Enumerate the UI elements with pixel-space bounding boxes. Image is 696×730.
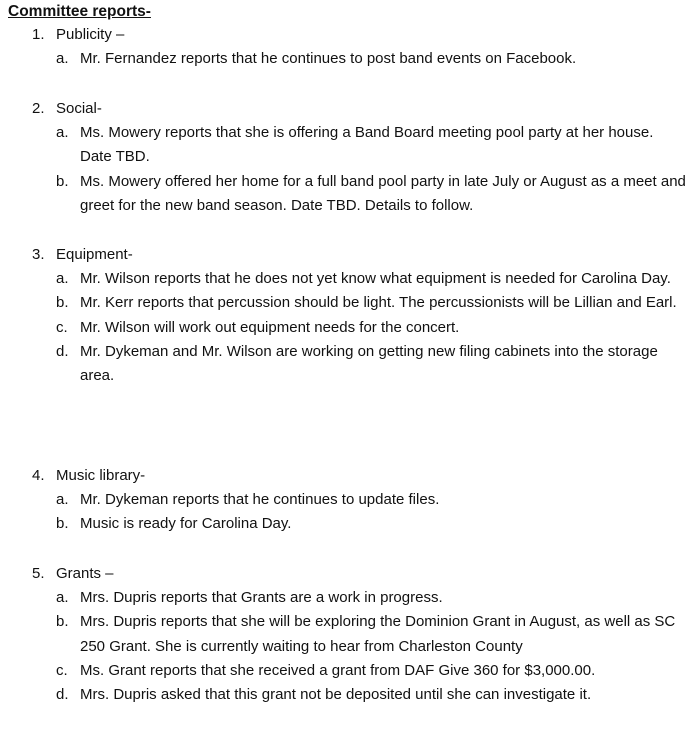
item-letter: c.	[56, 661, 68, 679]
item-letter: d.	[56, 686, 69, 704]
item-letter: d.	[56, 342, 69, 360]
item-letter: a.	[56, 124, 69, 141]
item-text: Ms. Mowery reports that she is offering a Band Board meeting pool party at her house. Date TBD.	[80, 124, 654, 166]
item-text: Mrs. Dupris asked that this grant not be deposited until she can investigate it.	[80, 686, 592, 704]
committee-title: Publicity –	[56, 26, 125, 43]
list-number: 4.	[32, 467, 45, 484]
item-letter: c.	[56, 318, 68, 336]
item-letter: b.	[56, 613, 69, 631]
committee-title: Social-	[56, 100, 102, 117]
item-text: Mr. Kerr reports that percussion should be light. The percussionists will be Lillian and Earl.	[80, 294, 677, 312]
item-letter: b.	[56, 294, 69, 312]
item-text: Mr. Wilson will work out equipment needs for the concert.	[80, 318, 460, 336]
list-item	[0, 610, 696, 659]
item-text: Mrs. Dupris reports that she will be exploring the Dominion Grant in August, as well as SC 250 Grant. She is currently waiting to hear from Charleston County	[80, 613, 676, 655]
item-letter: a.	[56, 270, 69, 287]
list-item	[0, 488, 696, 512]
item-text: Mr. Dykeman and Mr. Wilson are working on getting new filing cabinets into the storage area.	[80, 342, 658, 385]
list-item	[0, 683, 696, 707]
list-item	[0, 267, 696, 291]
list-number: 1.	[32, 26, 45, 43]
item-text: Ms. Mowery offered her home for a full band pool party in late July or August as a meet and greet for the new band season. Date TBD. Details to follow.	[80, 172, 686, 214]
list-item	[0, 47, 696, 71]
item-letter: a.	[56, 589, 69, 606]
committee-title: Equipment-	[56, 246, 133, 263]
list-item	[0, 291, 696, 315]
committee-title: Grants –	[56, 565, 114, 582]
item-text: Mr. Wilson reports that he does not yet know what equipment is needed for Carolina Day.	[80, 270, 671, 287]
item-text: Ms. Grant reports that she received a grant from DAF Give 360 for $3,000.00.	[80, 661, 596, 679]
list-item	[0, 512, 696, 536]
committee-title: Music library-	[56, 467, 146, 484]
item-letter: a.	[56, 50, 69, 67]
section-heading: Committee reports-	[8, 3, 151, 20]
list-number: 2.	[32, 100, 45, 117]
item-letter: b.	[56, 172, 69, 190]
list-item	[0, 340, 696, 389]
list-item	[0, 121, 696, 170]
item-text: Mr. Dykeman reports that he continues to update files.	[80, 491, 440, 508]
list-item	[0, 316, 696, 340]
list-item	[0, 586, 696, 610]
list-item	[0, 170, 696, 219]
list-item	[0, 659, 696, 683]
item-text: Mrs. Dupris reports that Grants are a work in progress.	[80, 589, 443, 606]
item-text: Mr. Fernandez reports that he continues to post band events on Facebook.	[80, 50, 577, 67]
item-letter: a.	[56, 491, 69, 508]
list-number: 3.	[32, 246, 45, 263]
list-number: 5.	[32, 565, 45, 582]
item-letter: b.	[56, 515, 69, 533]
item-text: Music is ready for Carolina Day.	[80, 515, 292, 533]
